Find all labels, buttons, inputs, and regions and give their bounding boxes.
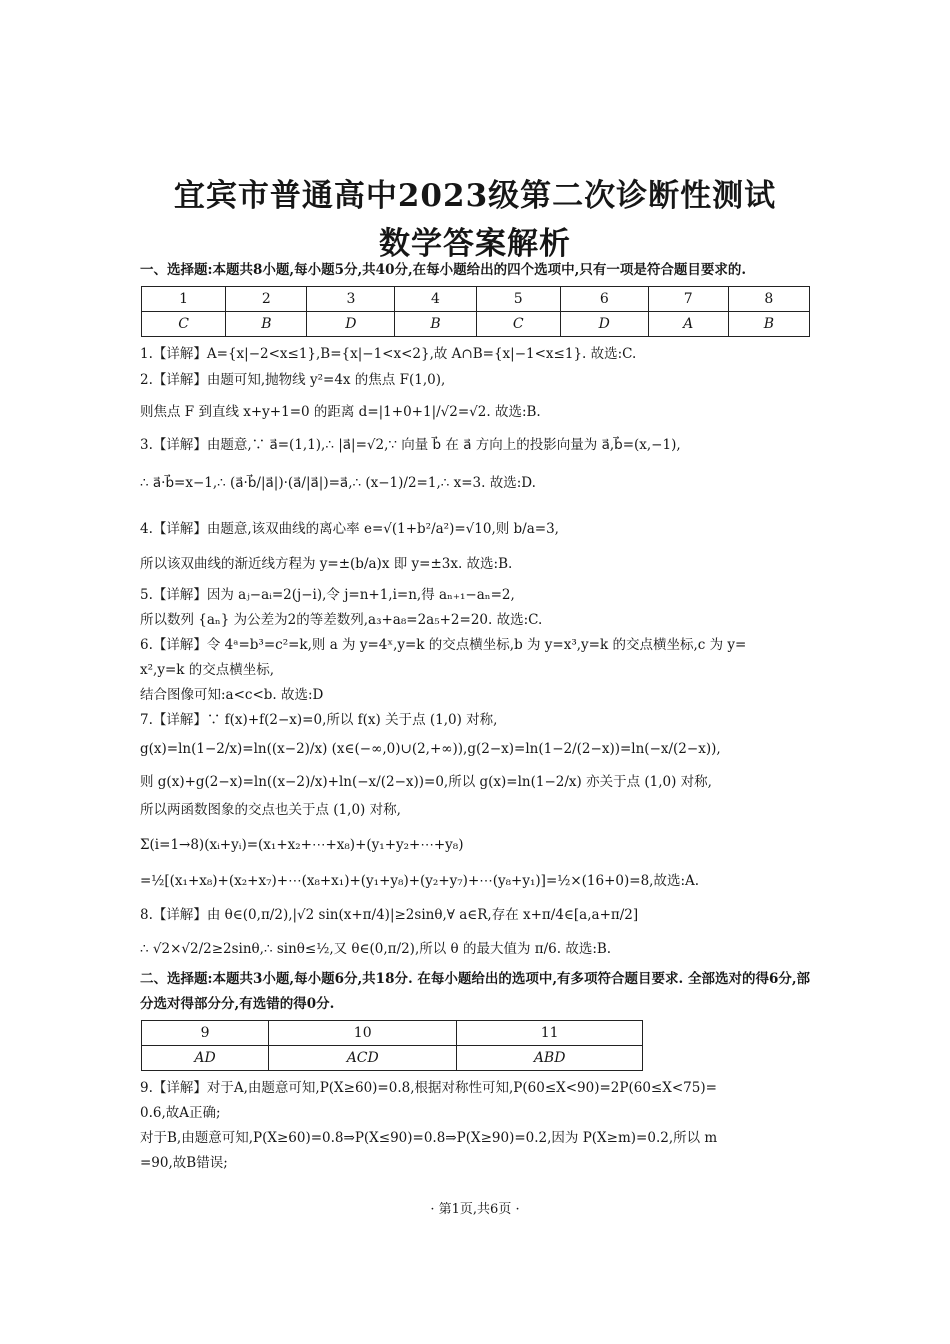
solution-line: x²,y=k 的交点横坐标, <box>140 662 275 678</box>
answer-cell: B <box>728 312 809 337</box>
question-number-row <box>142 1021 643 1046</box>
page-subtitle: 数学答案解析 <box>379 226 571 262</box>
solution-line: =½[(x₁+x₈)+(x₂+x₇)+⋯(x₈+x₁)+(y₁+y₈)+(y₂+y₇)+⋯(y₈+y₁)]=½×(16+0)=8,故选:A. <box>140 873 700 889</box>
page-title: 宜宾市普通高中2023级第二次诊断性测试 <box>173 178 777 214</box>
question-number: 9 <box>142 1021 269 1046</box>
question-number: 10 <box>269 1021 457 1046</box>
question-number: 11 <box>457 1021 643 1046</box>
question-number: 7 <box>648 287 728 312</box>
answer-cell: A <box>648 312 728 337</box>
solution-line: 所以该双曲线的渐近线方程为 y=±(b/a)x 即 y=±3x. 故选:B. <box>140 556 513 572</box>
solution-line: 9.【详解】对于A,由题意可知,P(X≥60)=0.8,根据对称性可知,P(60≤X<90)=2P(60≤X<75)= <box>140 1080 717 1096</box>
answer-row <box>142 1046 643 1071</box>
question-number-row <box>142 287 810 312</box>
answer-cell: ACD <box>269 1046 457 1071</box>
solution-line: ∴ a⃗·b⃗=x−1,∴ (a⃗·b⃗/|a⃗|)·(a⃗/|a⃗|)=a⃗,∴ (x−1)/2=1,∴ x=3. 故选:D. <box>140 475 536 491</box>
page-footer: · 第1页,共6页 · <box>430 1202 520 1217</box>
solution-line: ∴ √2×√2/2≥2sinθ,∴ sinθ≤½,又 θ∈(0,π/2),所以 θ 的最大值为 π/6. 故选:B. <box>140 941 612 957</box>
solution-line: 4.【详解】由题意,该双曲线的离心率 e=√(1+b²/a²)=√10,则 b/a=3, <box>140 521 559 537</box>
solution-line: 则 g(x)+g(2−x)=ln((x−2)/x)+ln(−x/(2−x))=0,所以 g(x)=ln(1−2/x) 亦关于点 (1,0) 对称, <box>140 774 712 790</box>
question-number: 3 <box>307 287 395 312</box>
question-number: 4 <box>395 287 476 312</box>
solution-line: 2.【详解】由题可知,抛物线 y²=4x 的焦点 F(1,0), <box>140 372 446 388</box>
answer-cell: B <box>226 312 307 337</box>
solution-line: g(x)=ln(1−2/x)=ln((x−2)/x) (x∈(−∞,0)∪(2,+∞)),g(2−x)=ln(1−2/(2−x))=ln(−x/(2−x)), <box>140 741 721 757</box>
answer-cell: ABD <box>457 1046 643 1071</box>
solution-line: 0.6,故A正确; <box>140 1105 221 1121</box>
solution-line: 结合图像可知:a<c<b. 故选:D <box>140 687 324 703</box>
section2-answer-table <box>141 1020 643 1071</box>
section2-heading: 二、选择题:本题共3小题,每小题6分,共18分. 在每小题给出的选项中,有多项符合题目要求. 全部选对的得6分,部分选对得部分分,有选错的得0分. <box>140 971 811 1012</box>
answer-cell: D <box>560 312 648 337</box>
solution-line: 3.【详解】由题意,∵ a⃗=(1,1),∴ |a⃗|=√2,∵ 向量 b⃗ 在 a⃗ 方向上的投影向量为 a⃗,b⃗=(x,−1), <box>140 437 681 453</box>
solution-line: Σ(i=1→8)(xᵢ+yᵢ)=(x₁+x₂+⋯+x₈)+(y₁+y₂+⋯+y₈) <box>140 837 464 853</box>
solution-line: 1.【详解】A={x|−2<x≤1},B={x|−1<x<2},故 A∩B={x|−1<x≤1}. 故选:C. <box>140 346 637 362</box>
solution-line: 所以数列 {aₙ} 为公差为2的等差数列,a₃+a₈=2a₅+2=20. 故选:C. <box>140 612 543 628</box>
question-number: 2 <box>226 287 307 312</box>
solution-line: 5.【详解】因为 aⱼ−aᵢ=2(j−i),令 j=n+1,i=n,得 aₙ₊₁−aₙ=2, <box>140 587 515 603</box>
solution-line: 6.【详解】令 4ᵃ=b³=c²=k,则 a 为 y=4ˣ,y=k 的交点横坐标,b 为 y=x³,y=k 的交点横坐标,c 为 y= <box>140 637 747 653</box>
solution-line: =90,故B错误; <box>140 1155 228 1171</box>
solution-line: 7.【详解】∵ f(x)+f(2−x)=0,所以 f(x) 关于点 (1,0) 对称, <box>140 712 498 728</box>
solution-line: 则焦点 F 到直线 x+y+1=0 的距离 d=|1+0+1|/√2=√2. 故选:B. <box>140 404 541 420</box>
answer-row <box>142 312 810 337</box>
solution-line: 所以两函数图象的交点也关于点 (1,0) 对称, <box>140 802 401 818</box>
question-number: 1 <box>142 287 226 312</box>
answer-cell: AD <box>142 1046 269 1071</box>
answer-cell: C <box>142 312 226 337</box>
solution-line: 对于B,由题意可知,P(X≥60)=0.8⇒P(X≤90)=0.8⇒P(X≥90)=0.2,因为 P(X≥m)=0.2,所以 m <box>140 1130 718 1146</box>
question-number: 6 <box>560 287 648 312</box>
answer-cell: D <box>307 312 395 337</box>
solution-line: 8.【详解】由 θ∈(0,π/2),|√2 sin(x+π/4)|≥2sinθ,∀ a∈R,存在 x+π/4∈[a,a+π/2] <box>140 907 639 923</box>
section1-answer-table <box>141 286 810 337</box>
question-number: 5 <box>476 287 560 312</box>
answer-cell: C <box>476 312 560 337</box>
section1-heading: 一、选择题:本题共8小题,每小题5分,共40分,在每小题给出的四个选项中,只有一项是符合题目要求的. <box>140 262 747 278</box>
answer-cell: B <box>395 312 476 337</box>
question-number: 8 <box>728 287 809 312</box>
